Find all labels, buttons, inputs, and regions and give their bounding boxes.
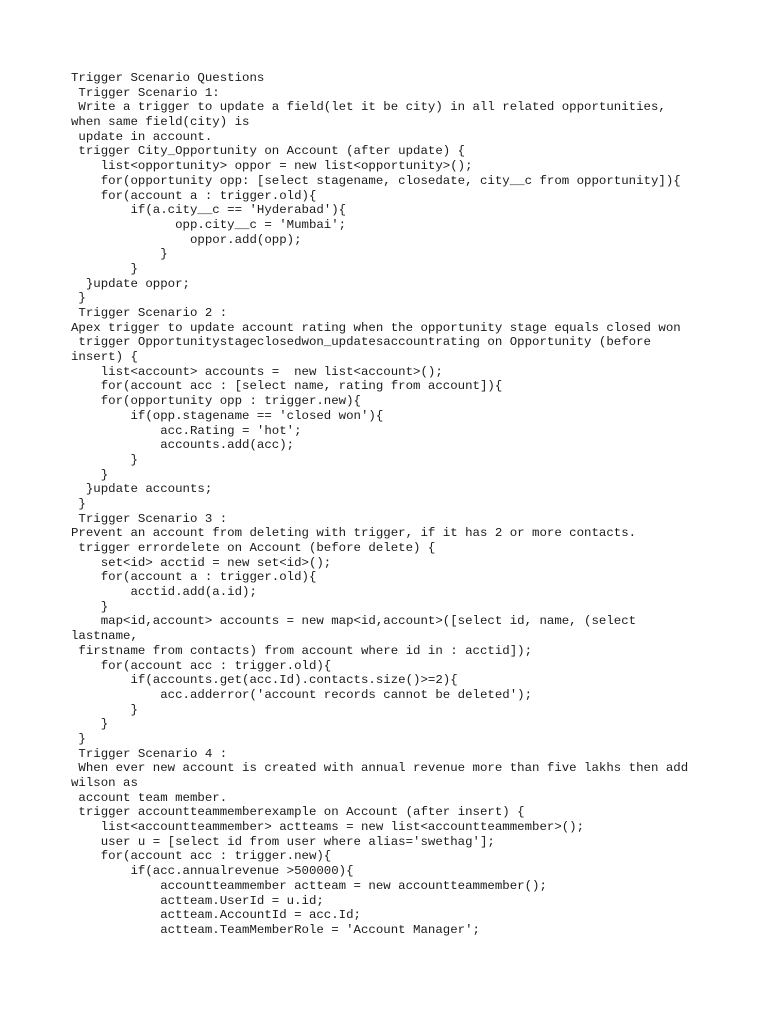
text-line: Trigger Scenario 2 : — [71, 306, 228, 320]
text-line: } — [71, 717, 109, 732]
text-line: if(opp.stagename == 'closed won'){ — [71, 408, 384, 423]
text-line: map<id,account> accounts = new map<id,account>([select id, name, (select — [71, 614, 637, 629]
text-line: Trigger Scenario 1: — [71, 85, 220, 100]
text-line: Prevent an account from deleting with trigger, if it has 2 or more contacts. — [71, 526, 637, 541]
text-line: user u = [select id from user where alias='swethag']; — [71, 834, 495, 849]
text-line: trigger errordelete on Account (before delete) { — [71, 541, 436, 555]
text-line: when same field(city) is — [71, 115, 250, 130]
text-line: Apex trigger to update account rating when the opportunity stage equals closed won — [71, 320, 681, 335]
text-line: Trigger Scenario Questions — [71, 71, 265, 85]
text-line: for(account acc : trigger.new){ — [71, 849, 332, 864]
text-line: } — [71, 702, 138, 717]
text-line: actteam.AccountId = acc.Id; — [71, 908, 361, 923]
text-line: wilson as — [71, 776, 138, 790]
text-line: } — [71, 496, 86, 511]
text-line: acc.adderror('account records cannot be deleted'); — [71, 687, 533, 702]
text-line: Trigger Scenario 4 : — [71, 746, 228, 761]
text-line: if(a.city__c == 'Hyderabad'){ — [71, 203, 347, 218]
text-line: } — [71, 731, 86, 746]
text-line: accountteammember actteam = new accountteammember(); — [71, 878, 547, 893]
text-line: list<opportunity> oppor = new list<opportunity>(); — [71, 159, 473, 174]
text-line: actteam.UserId = u.id; — [71, 893, 324, 908]
text-line: for(opportunity opp: [select stagename, closedate, city__c from opportunity]){ — [71, 173, 681, 188]
text-line: } — [71, 467, 109, 482]
text-line: lastname, — [71, 629, 138, 644]
text-line: list<account> accounts = new list<account>(); — [71, 364, 443, 379]
text-line: } — [71, 452, 138, 467]
text-line: Trigger Scenario 3 : — [71, 511, 228, 526]
text-line: trigger City_Opportunity on Account (after update) { — [71, 144, 466, 159]
text-line: for(opportunity opp : trigger.new){ — [71, 394, 361, 409]
text-line: } — [71, 247, 168, 262]
text-line: }update oppor; — [71, 276, 190, 291]
text-line: for(account a : trigger.old){ — [71, 570, 317, 585]
text-line: }update accounts; — [71, 482, 213, 497]
text-line: update in account. — [71, 129, 213, 144]
text-line: oppor.add(opp); — [71, 232, 302, 247]
text-line: trigger accountteammemberexample on Account (after insert) { — [71, 805, 525, 820]
text-line: } — [71, 291, 86, 306]
text-line: list<accountteammember> actteams = new list<accountteammember>(); — [71, 820, 585, 835]
text-line: if(accounts.get(acc.Id).contacts.size()>=2){ — [71, 673, 458, 688]
text-line: trigger Opportunitystageclosedwon_updatesaccountrating on Opportunity (before — [71, 335, 651, 350]
text-line: When ever new account is created with annual revenue more than five lakhs then add — [71, 761, 689, 776]
text-line: for(account a : trigger.old){ — [71, 188, 317, 203]
text-line: firstname from contacts) from account where id in : acctid]); — [71, 643, 533, 658]
text-line: acc.Rating = 'hot'; — [71, 423, 302, 438]
text-line: if(acc.annualrevenue >500000){ — [71, 864, 354, 879]
document-text — [71, 71, 711, 938]
text-line: Write a trigger to update a field(let it be city) in all related opportunities, — [71, 100, 666, 115]
text-line: accounts.add(acc); — [71, 438, 295, 453]
text-line: set<id> acctid = new set<id>(); — [71, 555, 332, 570]
text-line: actteam.TeamMemberRole = 'Account Manager'; — [71, 922, 480, 937]
text-line: account team member. — [71, 790, 228, 805]
text-line: } — [71, 261, 138, 276]
text-line: opp.city__c = 'Mumbai'; — [71, 217, 347, 232]
text-line: for(account acc : trigger.old){ — [71, 658, 332, 673]
text-line: for(account acc : [select name, rating from account]){ — [71, 379, 503, 394]
text-line: insert) { — [71, 350, 138, 365]
text-line: } — [71, 599, 109, 614]
text-line: acctid.add(a.id); — [71, 585, 257, 600]
